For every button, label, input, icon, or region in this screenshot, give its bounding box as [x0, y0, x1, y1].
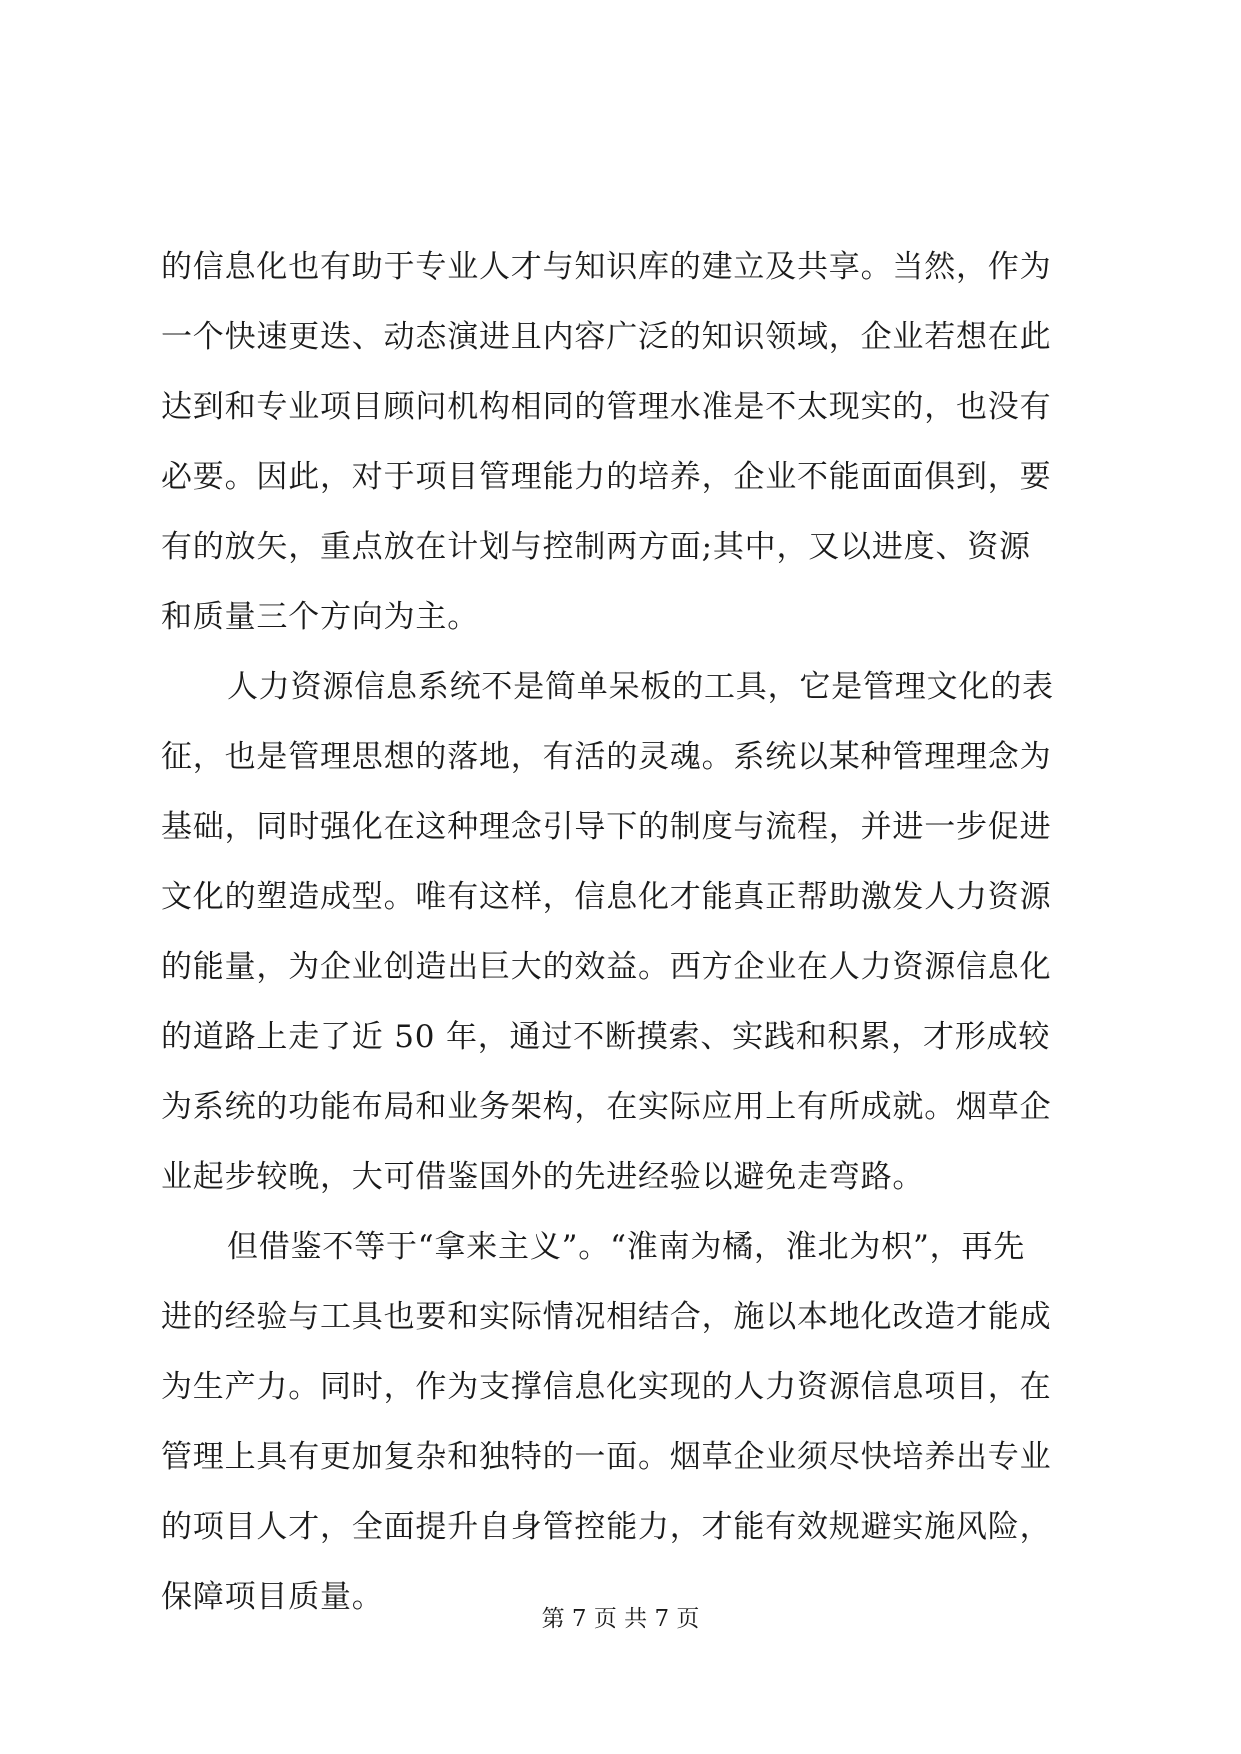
paragraph-line: 但借鉴不等于“拿来主义”。“淮南为橘，淮北为枳”，再先	[227, 1229, 1025, 1265]
paragraph-2	[161, 652, 1081, 1212]
paragraph-line: 的道路上走了近 50 年，通过不断摸索、实践和积累，才形成较	[161, 1019, 1051, 1055]
paragraph-line: 达到和专业项目顾问机构相同的管理水准是不太现实的，也没有	[161, 389, 1052, 425]
paragraph-line: 基础，同时强化在这种理念引导下的制度与流程，并进一步促进	[161, 809, 1052, 845]
paragraph-line: 有的放矢，重点放在计划与控制两方面;其中，又以进度、资源	[161, 529, 1031, 565]
paragraph-line: 为生产力。同时，作为支撑信息化实现的人力资源信息项目，在	[161, 1369, 1052, 1405]
paragraph-line: 为系统的功能布局和业务架构，在实际应用上有所成就。烟草企	[161, 1089, 1052, 1125]
paragraph-line: 和质量三个方向为主。	[161, 599, 479, 635]
paragraph-line: 的能量，为企业创造出巨大的效益。西方企业在人力资源信息化	[161, 949, 1052, 985]
paragraph-line: 进的经验与工具也要和实际情况相结合，施以本地化改造才能成	[161, 1299, 1052, 1335]
paragraph-line: 的项目人才，全面提升自身管控能力，才能有效规避实施风险，	[161, 1509, 1052, 1545]
paragraph-line: 一个快速更迭、动态演进且内容广泛的知识领域，企业若想在此	[161, 319, 1052, 355]
paragraph-line: 文化的塑造成型。唯有这样，信息化才能真正帮助激发人力资源	[161, 879, 1052, 915]
paragraph-line: 保障项目质量。	[161, 1579, 384, 1615]
paragraph-line: 人力资源信息系统不是简单呆板的工具，它是管理文化的表	[227, 669, 1054, 705]
page-footer: 第 7 页 共 7 页	[541, 1606, 700, 1632]
paragraph-line: 必要。因此，对于项目管理能力的培养，企业不能面面俱到，要	[161, 459, 1052, 495]
paragraph-line: 征，也是管理思想的落地，有活的灵魂。系统以某种管理理念为	[161, 739, 1052, 775]
paragraph-line: 业起步较晚，大可借鉴国外的先进经验以避免走弯路。	[161, 1159, 925, 1195]
body-text	[161, 232, 1081, 1632]
paragraph-1	[161, 232, 1081, 652]
paragraph-3	[161, 1212, 1081, 1632]
paragraph-line: 管理上具有更加复杂和独特的一面。烟草企业须尽快培养出专业	[161, 1439, 1052, 1475]
paragraph-line: 的信息化也有助于专业人才与知识库的建立及共享。当然，作为	[161, 249, 1052, 285]
